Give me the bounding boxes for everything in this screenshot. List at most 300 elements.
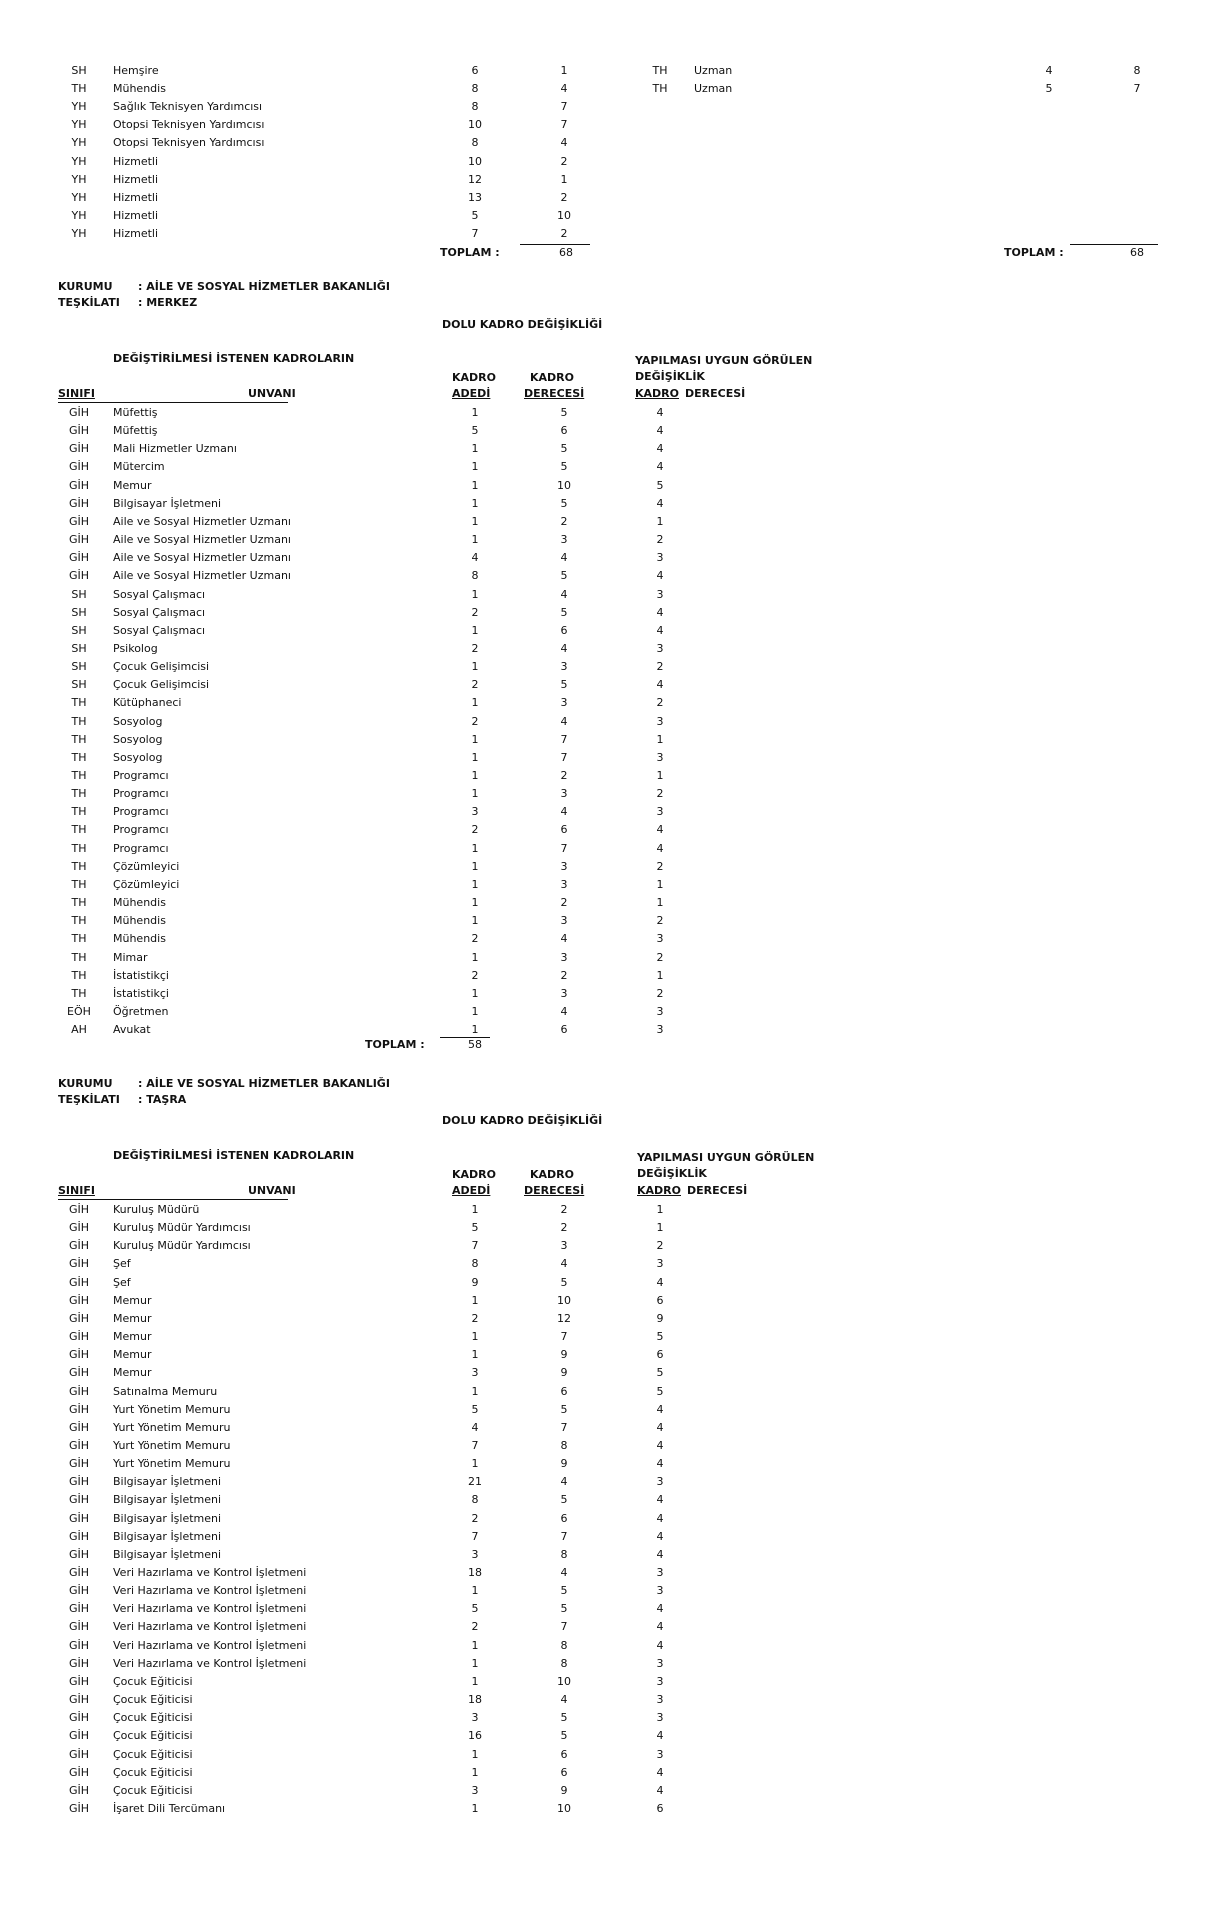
unvani-cell: Yurt Yönetim Memuru: [113, 1420, 231, 1434]
unvani-cell: Sosyolog: [113, 732, 163, 746]
table-row: [0, 1709, 1223, 1727]
yeni-derece-cell: 4: [656, 1729, 664, 1743]
kadro-adedi-cell: 1: [471, 841, 479, 855]
kadro-adedi-cell: 2: [471, 1311, 479, 1325]
table-row: [0, 1510, 1223, 1528]
s2-teskilati-value: : TAŞRA: [138, 1093, 187, 1106]
s1-header-rule: [58, 402, 288, 403]
kadro-derecesi-cell: 5: [560, 569, 568, 583]
kadro-adedi-cell: 2: [471, 1511, 479, 1525]
table-row: [0, 567, 1223, 585]
s2-right-heading-1: YAPILMASI UYGUN GÖRÜLEN: [637, 1151, 815, 1164]
kadro-adedi-cell: 1: [471, 1203, 479, 1216]
unvani-cell: Çocuk Eğiticisi: [113, 1674, 193, 1688]
yeni-derece-cell: 4: [656, 442, 664, 456]
yeni-derece-cell: 1: [656, 1203, 664, 1216]
unvani-cell: Bilgisayar İşletmeni: [113, 1529, 222, 1543]
sinifi-cell: GİH: [68, 1293, 90, 1307]
yeni-derece-cell: 9: [656, 1311, 664, 1325]
sinifi-cell: GİH: [68, 1366, 90, 1380]
kadro-derecesi-cell: 7: [1133, 82, 1141, 96]
sinifi-cell: GİH: [68, 406, 90, 419]
sinifi-cell: TH: [71, 823, 87, 837]
sinifi-cell: GİH: [68, 1330, 90, 1344]
sinifi-cell: SH: [71, 605, 87, 619]
unvani-cell: Çocuk Eğiticisi: [113, 1729, 193, 1743]
unvani-cell: Mühendis: [113, 896, 166, 910]
yeni-derece-cell: 4: [656, 460, 664, 474]
kadro-derecesi-cell: 5: [560, 1711, 568, 1725]
table-row: [0, 1021, 1223, 1039]
unvani-cell: Sosyal Çalışmacı: [113, 623, 206, 637]
yeni-derece-cell: 3: [656, 1584, 664, 1598]
unvani-cell: Bilgisayar İşletmeni: [113, 1547, 222, 1561]
s1-right-heading-2: DEĞİŞİKLİK: [635, 370, 705, 383]
kadro-derecesi-cell: 7: [560, 118, 568, 132]
kadro-adedi-cell: 1: [471, 1457, 479, 1471]
table-row: [0, 1274, 1223, 1292]
kadro-derecesi-cell: 6: [560, 1384, 568, 1398]
sinifi-cell: GİH: [68, 1311, 90, 1325]
sinifi-cell: GİH: [68, 1566, 90, 1579]
s1-kurumu-value: : AİLE VE SOSYAL HİZMETLER BAKANLIĞI: [138, 280, 390, 293]
sinifi-cell: GİH: [68, 460, 90, 474]
kadro-derecesi-cell: 7: [560, 841, 568, 855]
unvani-cell: Öğretmen: [113, 1004, 169, 1018]
kadro-derecesi-cell: 8: [1133, 64, 1141, 77]
kadro-derecesi-cell: 6: [560, 424, 568, 438]
sinifi-cell: GİH: [68, 1221, 90, 1235]
kadro-derecesi-cell: 5: [560, 1729, 568, 1743]
kadro-derecesi-cell: 4: [560, 714, 568, 728]
kadro-adedi-cell: 4: [471, 551, 479, 565]
sinifi-cell: GİH: [68, 1765, 90, 1779]
yeni-derece-cell: 1: [656, 896, 664, 910]
unvani-cell: Sosyal Çalışmacı: [113, 587, 206, 601]
kadro-derecesi-cell: 6: [560, 623, 568, 637]
table-row: [0, 676, 1223, 694]
sinifi-cell: GİH: [68, 1801, 90, 1815]
table-row: [0, 640, 1223, 658]
kadro-adedi-cell: 2: [471, 678, 479, 692]
kadro-adedi-cell: 3: [471, 805, 479, 819]
yeni-derece-cell: 4: [656, 1547, 664, 1561]
s2-col-kadro-1: KADRO: [452, 1168, 496, 1181]
kadro-adedi-cell: 1: [471, 787, 479, 801]
kadro-derecesi-cell: 10: [557, 1674, 571, 1688]
table-row: [0, 80, 1223, 98]
kadro-derecesi-cell: 4: [560, 805, 568, 819]
unvani-cell: Veri Hazırlama ve Kontrol İşletmeni: [113, 1620, 307, 1634]
yeni-derece-cell: 4: [656, 1638, 664, 1652]
kadro-derecesi-cell: 2: [560, 514, 568, 528]
yeni-derece-cell: 5: [656, 1330, 664, 1344]
table-row: [0, 785, 1223, 803]
sinifi-cell: GİH: [68, 442, 90, 456]
sinifi-cell: GİH: [68, 1239, 90, 1253]
unvani-cell: Hizmetli: [113, 154, 159, 168]
yeni-derece-cell: 3: [656, 1257, 664, 1271]
kadro-derecesi-cell: 6: [560, 823, 568, 837]
kadro-adedi-cell: 13: [468, 190, 482, 204]
kadro-adedi-cell: 5: [471, 1602, 479, 1616]
sinifi-cell: TH: [71, 877, 87, 891]
table-row: [0, 1600, 1223, 1618]
kadro-adedi-cell: 1: [471, 1023, 479, 1037]
kadro-adedi-cell: 5: [471, 424, 479, 438]
table-row: [0, 404, 1223, 422]
yeni-derece-cell: 3: [656, 551, 664, 565]
kadro-derecesi-cell: 4: [560, 1475, 568, 1489]
sinifi-cell: TH: [71, 932, 87, 946]
s2-header-rule: [58, 1199, 288, 1200]
table-row: [0, 513, 1223, 531]
kadro-adedi-cell: 7: [471, 1438, 479, 1452]
sinifi-cell: TH: [652, 64, 668, 77]
kadro-derecesi-cell: 4: [560, 587, 568, 601]
yeni-derece-cell: 4: [656, 1457, 664, 1471]
sinifi-cell: TH: [71, 950, 87, 964]
kadro-derecesi-cell: 9: [560, 1457, 568, 1471]
yeni-derece-cell: 2: [656, 950, 664, 964]
kadro-derecesi-cell: 5: [560, 1602, 568, 1616]
table-row: [0, 1564, 1223, 1582]
yeni-derece-cell: 2: [656, 1239, 664, 1253]
yeni-derece-cell: 4: [656, 1529, 664, 1543]
unvani-cell: Memur: [113, 1348, 152, 1362]
sinifi-cell: TH: [652, 82, 668, 96]
sinifi-cell: YH: [71, 154, 87, 168]
s1-title: DOLU KADRO DEĞİŞİKLİĞİ: [442, 318, 603, 331]
kadro-adedi-cell: 3: [471, 1547, 479, 1561]
yeni-derece-cell: 1: [656, 968, 664, 982]
s1-col-unvani: UNVANI: [248, 387, 296, 400]
kadro-adedi-cell: 1: [471, 533, 479, 547]
table-row: [0, 1255, 1223, 1273]
sinifi-cell: GİH: [68, 1203, 90, 1216]
yeni-derece-cell: 3: [656, 932, 664, 946]
unvani-cell: İstatistikçi: [113, 986, 169, 1000]
kadro-adedi-cell: 1: [471, 442, 479, 456]
s2-col-new-derecesi: DERECESİ: [687, 1184, 748, 1197]
unvani-cell: Bilgisayar İşletmeni: [113, 496, 222, 510]
table-row: [0, 930, 1223, 948]
unvani-cell: Programcı: [113, 787, 169, 801]
table-row: [0, 1346, 1223, 1364]
kadro-derecesi-cell: 3: [560, 859, 568, 873]
sinifi-cell: TH: [71, 968, 87, 982]
unvani-cell: Programcı: [113, 805, 169, 819]
kadro-adedi-cell: 1: [471, 696, 479, 710]
table-row: [0, 1383, 1223, 1401]
sinifi-cell: YH: [71, 136, 87, 150]
sinifi-cell: GİH: [68, 1384, 90, 1398]
sinifi-cell: SH: [71, 64, 87, 77]
sinifi-cell: GİH: [68, 569, 90, 583]
yeni-derece-cell: 2: [656, 914, 664, 928]
kadro-derecesi-cell: 3: [560, 877, 568, 891]
kadro-adedi-cell: 1: [471, 587, 479, 601]
table-row: [0, 803, 1223, 821]
kadro-adedi-cell: 8: [471, 1257, 479, 1271]
table-row: [0, 1727, 1223, 1745]
table-row: [0, 1655, 1223, 1673]
kadro-adedi-cell: 2: [471, 932, 479, 946]
kadro-adedi-cell: 1: [471, 859, 479, 873]
sinifi-cell: GİH: [68, 1602, 90, 1616]
table-row: [0, 171, 1223, 189]
table-row: [0, 694, 1223, 712]
kadro-adedi-cell: 10: [468, 118, 482, 132]
yeni-derece-cell: 4: [656, 1602, 664, 1616]
yeni-derece-cell: 4: [656, 678, 664, 692]
kadro-derecesi-cell: 7: [560, 1529, 568, 1543]
kadro-adedi-cell: 18: [468, 1693, 482, 1707]
unvani-cell: Veri Hazırlama ve Kontrol İşletmeni: [113, 1566, 307, 1579]
kadro-adedi-cell: 1: [471, 660, 479, 674]
unvani-cell: Programcı: [113, 841, 169, 855]
kadro-derecesi-cell: 8: [560, 1547, 568, 1561]
yeni-derece-cell: 6: [656, 1293, 664, 1307]
sinifi-cell: GİH: [68, 1674, 90, 1688]
sinifi-cell: TH: [71, 841, 87, 855]
kadro-derecesi-cell: 6: [560, 1511, 568, 1525]
yeni-derece-cell: 1: [656, 732, 664, 746]
sinifi-cell: GİH: [68, 1711, 90, 1725]
table-row: [0, 1292, 1223, 1310]
unvani-cell: Uzman: [694, 64, 733, 77]
kadro-derecesi-cell: 4: [560, 82, 568, 96]
yeni-derece-cell: 1: [656, 877, 664, 891]
sinifi-cell: YH: [71, 100, 87, 114]
s1-teskilati-value: : MERKEZ: [138, 296, 198, 309]
s2-right-heading-2: DEĞİŞİKLİK: [637, 1167, 707, 1180]
sinifi-cell: GİH: [68, 496, 90, 510]
sinifi-cell: YH: [71, 118, 87, 132]
table-row: [0, 840, 1223, 858]
yeni-derece-cell: 3: [656, 714, 664, 728]
kadro-derecesi-cell: 3: [560, 986, 568, 1000]
kadro-derecesi-cell: 8: [560, 1438, 568, 1452]
sinifi-cell: TH: [71, 787, 87, 801]
yeni-derece-cell: 4: [656, 1493, 664, 1507]
sinifi-cell: TH: [71, 986, 87, 1000]
kadro-derecesi-cell: 7: [560, 1330, 568, 1344]
s1-total-value: 58: [468, 1038, 482, 1051]
unvani-cell: Satınalma Memuru: [113, 1384, 218, 1398]
table-row: [0, 1364, 1223, 1382]
s1-col-derecesi: DERECESİ: [524, 387, 585, 400]
sinifi-cell: GİH: [68, 1438, 90, 1452]
s2-col-new-kadro: KADRO: [637, 1184, 681, 1197]
kadro-derecesi-cell: 3: [560, 914, 568, 928]
unvani-cell: Kütüphaneci: [113, 696, 182, 710]
sinifi-cell: GİH: [68, 1511, 90, 1525]
unvani-cell: Sağlık Teknisyen Yardımcısı: [113, 100, 263, 114]
sinifi-cell: GİH: [68, 1348, 90, 1362]
s2-col-adedi: ADEDİ: [452, 1184, 491, 1197]
table-row: [0, 1746, 1223, 1764]
table-row: [0, 458, 1223, 476]
yeni-derece-cell: 3: [656, 1674, 664, 1688]
unvani-cell: Sosyolog: [113, 714, 163, 728]
yeni-derece-cell: 2: [656, 660, 664, 674]
kadro-adedi-cell: 1: [471, 1765, 479, 1779]
sinifi-cell: GİH: [68, 1402, 90, 1416]
kadro-adedi-cell: 2: [471, 1620, 479, 1634]
table-row: [0, 422, 1223, 440]
unvani-cell: Avukat: [113, 1023, 151, 1037]
unvani-cell: Memur: [113, 1311, 152, 1325]
s2-kurumu-value: : AİLE VE SOSYAL HİZMETLER BAKANLIĞI: [138, 1077, 390, 1090]
table-row: [0, 1528, 1223, 1546]
table-row: [0, 1546, 1223, 1564]
table-row: [0, 967, 1223, 985]
top-total-label: TOPLAM :: [440, 246, 500, 259]
table-row: [0, 1219, 1223, 1237]
yeni-derece-cell: 4: [656, 1438, 664, 1452]
kadro-adedi-cell: 1: [471, 1004, 479, 1018]
kadro-derecesi-cell: 5: [560, 678, 568, 692]
s1-teskilati-label: TEŞKİLATI: [58, 296, 120, 309]
yeni-derece-cell: 2: [656, 696, 664, 710]
unvani-cell: Yurt Yönetim Memuru: [113, 1457, 231, 1471]
kadro-derecesi-cell: 8: [560, 1638, 568, 1652]
kadro-derecesi-cell: 2: [560, 968, 568, 982]
kadro-adedi-cell: 7: [471, 1529, 479, 1543]
unvani-cell: Veri Hazırlama ve Kontrol İşletmeni: [113, 1638, 307, 1652]
unvani-cell: Çocuk Eğiticisi: [113, 1693, 193, 1707]
sinifi-cell: GİH: [68, 1729, 90, 1743]
unvani-cell: Otopsi Teknisyen Yardımcısı: [113, 136, 265, 150]
kadro-derecesi-cell: 5: [560, 1402, 568, 1416]
unvani-cell: Veri Hazırlama ve Kontrol İşletmeni: [113, 1602, 307, 1616]
yeni-derece-cell: 4: [656, 1783, 664, 1797]
table-row: [0, 1003, 1223, 1021]
table-row: [0, 153, 1223, 171]
yeni-derece-cell: 3: [656, 750, 664, 764]
table-row: [0, 495, 1223, 513]
kadro-adedi-cell: 1: [471, 896, 479, 910]
kadro-adedi-cell: 4: [471, 1420, 479, 1434]
kadro-adedi-cell: 3: [471, 1711, 479, 1725]
kadro-derecesi-cell: 10: [557, 1801, 571, 1815]
unvani-cell: Çocuk Eğiticisi: [113, 1747, 193, 1761]
unvani-cell: İşaret Dili Tercümanı: [113, 1801, 226, 1815]
unvani-cell: Sosyolog: [113, 750, 163, 764]
s1-left-heading: DEĞİŞTİRİLMESİ İSTENEN KADROLARIN: [113, 352, 355, 365]
kadro-derecesi-cell: 5: [560, 406, 568, 419]
table-row: [0, 749, 1223, 767]
unvani-cell: Memur: [113, 1293, 152, 1307]
table-row: [0, 549, 1223, 567]
yeni-derece-cell: 1: [656, 769, 664, 782]
kadro-derecesi-cell: 2: [560, 1221, 568, 1235]
yeni-derece-cell: 3: [656, 1566, 664, 1579]
unvani-cell: Çözümleyici: [113, 877, 180, 891]
unvani-cell: İstatistikçi: [113, 968, 169, 982]
sinifi-cell: TH: [71, 914, 87, 928]
yeni-derece-cell: 3: [656, 1004, 664, 1018]
sinifi-cell: TH: [71, 714, 87, 728]
table-row: [0, 1419, 1223, 1437]
unvani-cell: Hizmetli: [113, 226, 159, 240]
kadro-derecesi-cell: 7: [560, 750, 568, 764]
kadro-adedi-cell: 1: [471, 1638, 479, 1652]
yeni-derece-cell: 4: [656, 623, 664, 637]
unvani-cell: Aile ve Sosyal Hizmetler Uzmanı: [113, 551, 291, 565]
kadro-derecesi-cell: 9: [560, 1348, 568, 1362]
unvani-cell: Mimar: [113, 950, 148, 964]
kadro-adedi-cell: 1: [471, 1293, 479, 1307]
kadro-derecesi-cell: 4: [560, 1566, 568, 1579]
sinifi-cell: SH: [71, 641, 87, 655]
s1-col-new-kadro: KADRO: [635, 387, 679, 400]
kadro-derecesi-cell: 5: [560, 496, 568, 510]
kadro-derecesi-cell: 3: [560, 533, 568, 547]
sinifi-cell: GİH: [68, 1275, 90, 1289]
s2-left-heading: DEĞİŞTİRİLMESİ İSTENEN KADROLARIN: [113, 1149, 355, 1162]
yeni-derece-cell: 3: [656, 1023, 664, 1037]
kadro-adedi-cell: 1: [471, 950, 479, 964]
unvani-cell: Bilgisayar İşletmeni: [113, 1475, 222, 1489]
yeni-derece-cell: 4: [656, 1511, 664, 1525]
kadro-adedi-cell: 1: [471, 750, 479, 764]
table-row: [0, 604, 1223, 622]
kadro-derecesi-cell: 2: [560, 190, 568, 204]
yeni-derece-cell: 3: [656, 1711, 664, 1725]
yeni-derece-cell: 3: [656, 805, 664, 819]
kadro-derecesi-cell: 12: [557, 1311, 571, 1325]
unvani-cell: Hemşire: [113, 64, 159, 77]
sinifi-cell: TH: [71, 859, 87, 873]
top-total-value: 68: [559, 246, 573, 259]
unvani-cell: Hizmetli: [113, 172, 159, 186]
table-row: [0, 876, 1223, 894]
s1-col-adedi: ADEDİ: [452, 387, 491, 400]
kadro-adedi-cell: 8: [471, 569, 479, 583]
unvani-cell: Çocuk Eğiticisi: [113, 1765, 193, 1779]
sinifi-cell: YH: [71, 226, 87, 240]
kadro-derecesi-cell: 10: [557, 1293, 571, 1307]
table-row: [0, 98, 1223, 116]
kadro-adedi-cell: 21: [468, 1475, 482, 1489]
unvani-cell: Memur: [113, 1366, 152, 1380]
unvani-cell: Veri Hazırlama ve Kontrol İşletmeni: [113, 1656, 307, 1670]
sinifi-cell: YH: [71, 172, 87, 186]
yeni-derece-cell: 3: [656, 1475, 664, 1489]
table-row: [0, 1691, 1223, 1709]
yeni-derece-cell: 3: [656, 587, 664, 601]
unvani-cell: Mütercim: [113, 460, 165, 474]
unvani-cell: Kuruluş Müdürü: [113, 1203, 200, 1216]
sinifi-cell: TH: [71, 732, 87, 746]
kadro-adedi-cell: 3: [471, 1366, 479, 1380]
kadro-adedi-cell: 1: [471, 1384, 479, 1398]
table-row: [0, 440, 1223, 458]
kadro-adedi-cell: 5: [471, 1221, 479, 1235]
kadro-derecesi-cell: 4: [560, 1257, 568, 1271]
table-row: [0, 821, 1223, 839]
table-row: [0, 1618, 1223, 1636]
table-row: [0, 116, 1223, 134]
kadro-derecesi-cell: 3: [560, 696, 568, 710]
unvani-cell: Çocuk Gelişimcisi: [113, 678, 210, 692]
yeni-derece-cell: 4: [656, 1620, 664, 1634]
table-row: [0, 1201, 1223, 1219]
kadro-adedi-cell: 1: [471, 1584, 479, 1598]
kadro-adedi-cell: 4: [1045, 64, 1053, 77]
